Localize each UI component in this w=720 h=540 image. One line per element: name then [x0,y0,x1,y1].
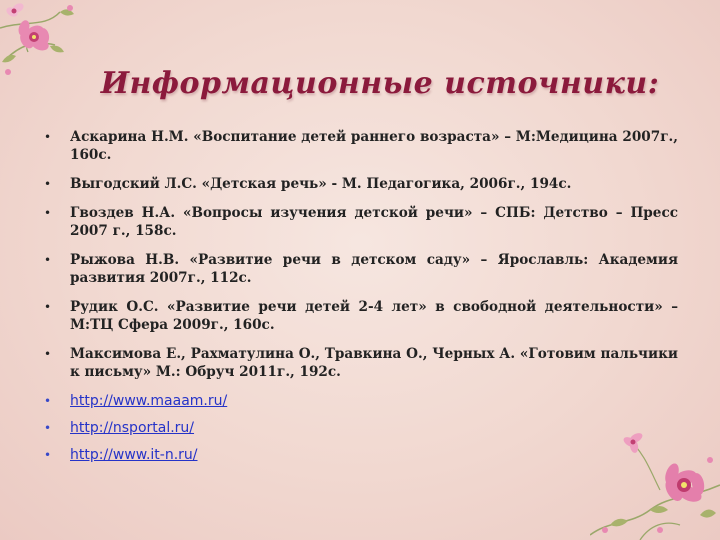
reference-text: Гвоздев Н.А. «Вопросы изучения детской речи» – СПБ: Детство – Пресс 2007 г., 158с. [70,205,678,239]
bullet: • [44,394,52,408]
references-list [44,128,678,473]
reference-text: Аскарина Н.М. «Воспитание детей раннего возраста» – М:Медицина 2007г., 160с. [70,129,678,163]
link-maaam[interactable]: http://www.maaam.ru/ [70,393,228,409]
reference-text: Выгодский Л.С. «Детская речь» - М. Педагогика, 2006г., 194с. [70,176,572,192]
bullet: • [44,177,52,191]
reference-item [44,128,678,164]
reference-text: Рыжова Н.В. «Развитие речи в детском саду» – Ярославль: Академия развития 2007г., 112с. [70,252,678,286]
link-item [44,446,678,464]
reference-text: Рудик О.С. «Развитие речи детей 2-4 лет» в свободной деятельности» – М:ТЦ Сфера 2009г., 160с. [70,299,678,333]
reference-item [44,298,678,334]
reference-item [44,251,678,287]
link-item [44,392,678,410]
reference-item [44,345,678,381]
bullet: • [44,448,52,462]
bullet: • [44,421,52,435]
bullet: • [44,130,52,144]
bullet: • [44,253,52,267]
reference-text: Максимова Е., Рахматулина О., Травкина О., Черных А. «Готовим пальчики к письму» М.: Обруч 2011г., 192с. [70,346,678,380]
link-item [44,419,678,437]
bullet: • [44,206,52,220]
reference-item [44,175,678,193]
link-it-n[interactable]: http://www.it-n.ru/ [70,447,198,463]
reference-item [44,204,678,240]
slide-title: Информационные источники: [100,66,660,101]
link-nsportal[interactable]: http://nsportal.ru/ [70,420,195,436]
bullet: • [44,347,52,361]
bullet: • [44,300,52,314]
